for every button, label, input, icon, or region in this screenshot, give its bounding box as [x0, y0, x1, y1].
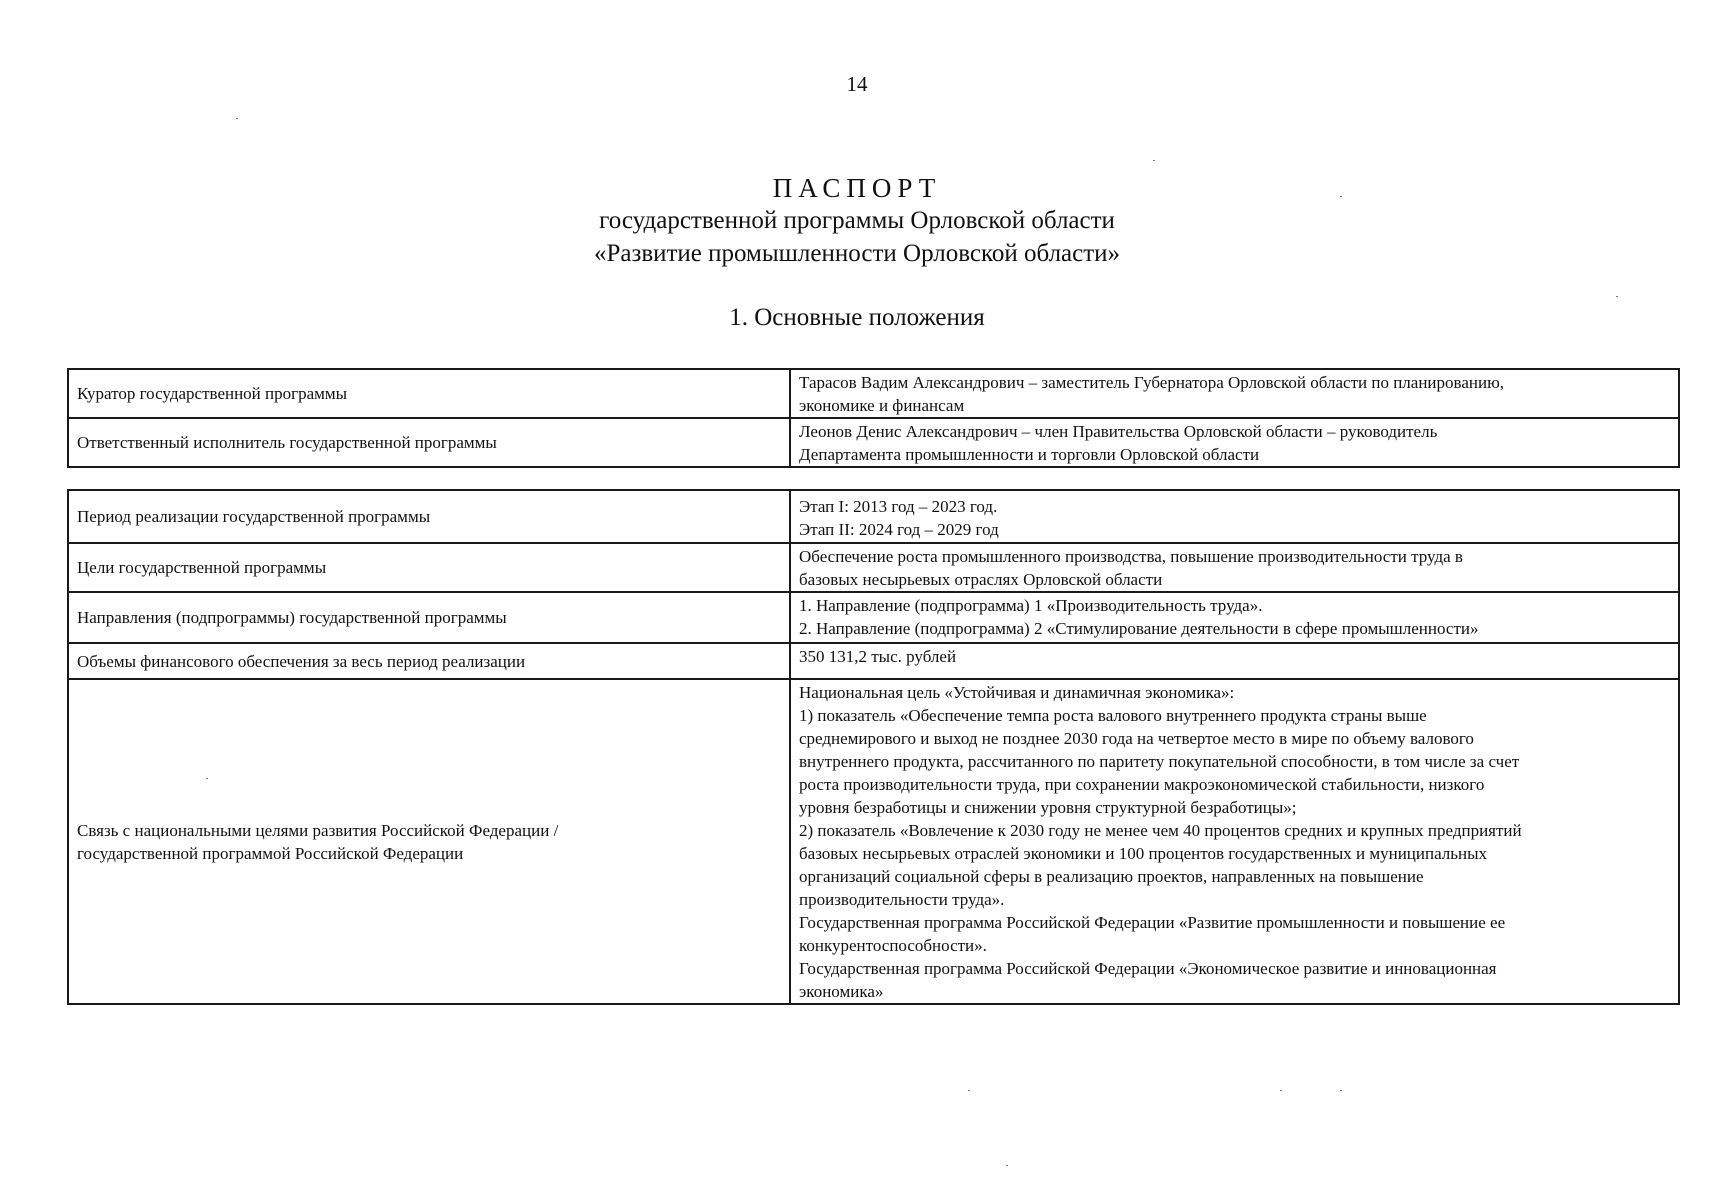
document-title: [0, 172, 1714, 270]
row-label: Цели государственной программы: [68, 543, 790, 592]
value-line: 2) показатель «Вовлечение к 2030 году не менее чем 40 процентов средних и крупных предприятий: [799, 821, 1522, 840]
row-value: [790, 592, 1679, 643]
table-row-national-goals: [68, 679, 1679, 1004]
row-value: [790, 543, 1679, 592]
table-row-responsible: [68, 418, 1679, 467]
title-passport: ПАСПОРТ: [772, 173, 942, 203]
label-line: государственной программой Российской Федерации: [77, 843, 464, 863]
table-row-curator: [68, 369, 1679, 418]
value-line: Леонов Денис Александрович – член Правительства Орловской области – руководитель: [799, 422, 1438, 441]
table-row-funding: [68, 643, 1679, 679]
value-line: Национальная цель «Устойчивая и динамичная экономика»:: [799, 683, 1235, 702]
page-number: 14: [846, 72, 868, 96]
table-program-details: [67, 489, 1680, 1005]
value-line: Этап I: 2013 год – 2023 год.: [799, 497, 998, 516]
row-label: Объемы финансового обеспечения за весь период реализации: [68, 643, 790, 679]
section-heading: 1. Основные положения: [729, 304, 985, 331]
row-value: [790, 679, 1679, 1004]
row-label: Период реализации государственной программы: [68, 490, 790, 543]
table-row-directions: [68, 592, 1679, 643]
value-line: производительности труда».: [799, 890, 1005, 909]
scan-speck: [1340, 196, 1342, 197]
scan-speck: [206, 778, 208, 779]
scan-speck: [1153, 160, 1155, 161]
scan-speck: [1616, 296, 1618, 297]
value-line: Государственная программа Российской Федерации «Развитие промышленности и повышение ее: [799, 913, 1506, 932]
row-label: [68, 679, 790, 1004]
value-line: роста производительности труда, при сохранении макроэкономической стабильности, низкого: [799, 775, 1485, 794]
table-row-goals: [68, 543, 1679, 592]
value-line: Государственная программа Российской Федерации «Экономическое развитие и инновационная: [799, 959, 1497, 978]
row-value: [790, 643, 1679, 679]
value-line: Тарасов Вадим Александрович – заместитель Губернатора Орловской области по планированию,: [799, 373, 1505, 392]
title-program-name: «Развитие промышленности Орловской области»: [593, 240, 1121, 267]
table-curators: [67, 368, 1680, 468]
value-line: Обеспечение роста промышленного производства, повышение производительности труда в: [799, 547, 1463, 566]
row-label: Ответственный исполнитель государственной программы: [68, 418, 790, 467]
value-line: экономике и финансам: [799, 396, 965, 415]
row-value: [790, 490, 1679, 543]
value-line: экономика»: [799, 982, 884, 1001]
value-line: базовых несырьевых отраслях Орловской области: [799, 570, 1163, 589]
value-line: Этап II: 2024 год – 2029 год: [799, 520, 999, 539]
value-line: Департамента промышленности и торговли Орловской области: [799, 445, 1260, 464]
value-line: уровня безработицы и снижении уровня структурной безработицы»;: [799, 798, 1297, 817]
scan-speck: [1340, 1090, 1342, 1091]
value-line: 1) показатель «Обеспечение темпа роста валового внутреннего продукта страны выше: [799, 706, 1427, 725]
row-value: [790, 418, 1679, 467]
label-line: Связь с национальными целями развития Российской Федерации /: [77, 820, 559, 840]
value-line: среднемирового и выход не позднее 2030 года на четвертое место в мире по объему валового: [799, 729, 1474, 748]
value-line: 2. Направление (подпрограмма) 2 «Стимулирование деятельности в сфере промышленности»: [799, 619, 1479, 638]
scan-speck: [968, 1090, 970, 1091]
value-line: 1. Направление (подпрограмма) 1 «Производительность труда».: [799, 596, 1263, 615]
row-label: Направления (подпрограммы) государственной программы: [68, 592, 790, 643]
row-value: [790, 369, 1679, 418]
table-row-period: [68, 490, 1679, 543]
scan-speck: [236, 118, 238, 119]
value-line: 350 131,2 тыс. рублей: [799, 647, 957, 666]
value-line: организаций социальной сферы в реализацию проектов, направленных на повышение: [799, 867, 1424, 886]
value-line: базовых несырьевых отраслей экономики и 100 процентов государственных и муниципальных: [799, 844, 1488, 863]
title-program-line: государственной программы Орловской области: [599, 207, 1115, 234]
value-line: конкурентоспособности».: [799, 936, 987, 955]
scan-speck: [1280, 1090, 1282, 1091]
scan-speck: [1006, 1165, 1008, 1166]
value-line: внутреннего продукта, рассчитанного по паритету покупательной способности, в том числе за счет: [799, 752, 1520, 771]
row-label: Куратор государственной программы: [68, 369, 790, 418]
